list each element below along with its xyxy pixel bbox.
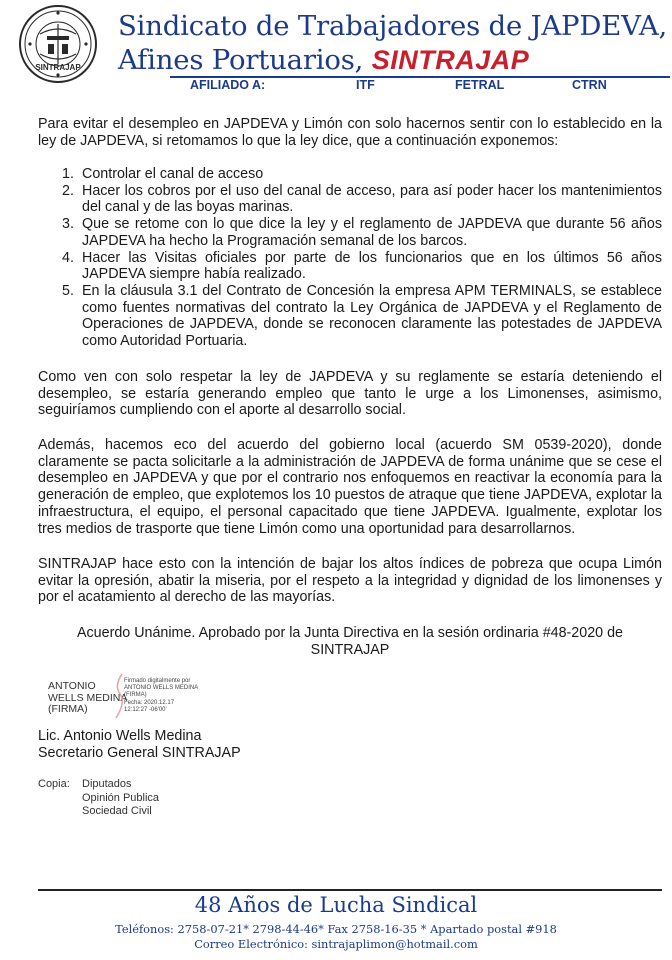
list-item-number: 4. [62,249,74,266]
list-item-number: 1. [62,166,74,182]
list-item-number: 2. [62,182,74,199]
union-seal-icon [18,4,98,84]
list-item: Diputados [82,778,132,790]
org-name-line2 [118,44,666,76]
signer-name: Lic. Antonio Wells Medina [38,728,202,744]
signer-title: Secretario General SINTRAJAP [38,745,241,761]
board-resolution [38,625,662,659]
intro-paragraph: Para evitar el desempleo en JAPDEVA y Limón con solo hacernos sentir con lo establecido en la ley de JAPDEVA, si retomamos lo que la ley dice, que a continuación exponemos: [38,116,662,149]
paragraph-local-agreement: Además, hacemos eco del acuerdo del gobierno local (acuerdo SM 0539-2020), donde claramente se pacta solicitarle a la administración de JAPDEVA de forma unánime que se cese el desempleo en JAPDEVA y que por el contrario nos enfoquemos en reactivar la economía para la generación de empleo, que explotemos los 10 puestos de atraque que tiene JAPDEVA, explotar la infraestructura, el equipo, el personal capacitado que tiene JAPDEVA. Igualmente, explotar los tres medios de trasporte que tiene Limón como una oportunidad para desarrollarnos. [38,437,662,537]
footer-motto: 48 Años de Lucha Sindical [194,893,478,917]
copy-recipients [82,778,159,819]
digital-signature-stamp [124,678,234,714]
affiliation-ctrn: CTRN [572,78,607,92]
list-item: Opinión Publica [82,791,160,804]
footer-divider [38,889,662,891]
org-name-line1: Sindicato de Trabajadores de JAPDEVA, [118,10,668,42]
signer-block [38,728,241,762]
list-item [38,166,662,183]
affiliation-itf: ITF [356,78,375,92]
paragraph-intent: SINTRAJAP hace esto con la intención de bajar los altos índices de pobreza que ocupa Limón evitar la opresión, abatir la miseria, por el respeto a la integridad y dignidad de los limonenses y por el acatamiento al derecho de las mayorías. [38,556,662,606]
list-item-number: 5. [62,282,74,299]
affiliation-fetral: FETRAL [455,78,505,92]
demands-list [38,166,662,350]
list-item: Sociedad Civil [82,805,152,817]
footer-email: Correo Electrónico: sintrajaplimon@hotmail.com [194,937,478,951]
list-item-text: Hacer las Visitas oficiales por parte de los funcionarios que en los últimos 56 años JAPDEVA siempre había realizado. [82,249,662,283]
list-item-number: 3. [62,216,74,233]
paragraph-law-compliance: Como ven con solo respetar la ley de JAPDEVA y su reglamente se estaría deteniendo el desempleo, se estaría generando empleo que tanto le urge a los Limonenses, asimismo, seguiríamos cumpliendo con el aporte al desarrollo social. [38,369,662,419]
stamp-line: Fecha: 2020.12.17 [124,699,175,706]
signature-name-line: WELLS MEDINA [48,691,128,704]
stamp-line: Firmado digitalmente por [124,678,191,684]
org-name-prefix: Afines Portuarios, [118,44,372,76]
resolution-line1: Acuerdo Unánime. Aprobado por la Junta Directiva en la sesión ordinaria #48-2020 de [76,625,623,641]
stamp-line: (FIRMA) [124,692,147,699]
list-item [38,250,662,283]
resolution-line2: SINTRAJAP [310,642,390,658]
footer-phones: Teléfonos: 2758-07-21* 2798-44-46* Fax 2758-16-35 * Apartado postal #918 [115,922,557,936]
list-item [38,283,662,350]
signature-name-line: (FIRMA) [48,703,88,715]
org-acronym: SINTRAJAP [371,45,530,75]
list-item-text: Que se retome con lo que dice la ley y el reglamento de JAPDEVA que durante 56 años JAPDEVA ha hecho la Programación semanal de los barcos. [82,216,662,249]
copy-label: Copia: [38,778,70,790]
list-item [38,183,662,216]
seal-text: SINTRAJAP [35,63,81,72]
stamp-line: 12:12:27 -06'00' [124,706,167,713]
stamp-line: ANTONIO WELLS MEDINA [124,685,199,692]
list-item-text: En la cláusula 3.1 del Contrato de Concesión la empresa APM TERMINALS, se establece como fuentes normativas del contrato la Ley Orgánica de JAPDEVA y el Reglamento de Operaciones de JAPDEVA, donde se reconocen claramente las potestades de JAPDEVA como Autoridad Portuaria. [82,282,662,350]
affiliation-label: AFILIADO A: [190,78,266,92]
list-item-text: Controlar el canal de acceso [82,166,264,182]
list-item [38,216,662,249]
signature-name-line: ANTONIO [48,680,96,692]
list-item-text: Hacer los cobros por el uso del canal de acceso, para así poder hacer los mantenimientos del canal y de las boyas marinas. [82,182,662,216]
